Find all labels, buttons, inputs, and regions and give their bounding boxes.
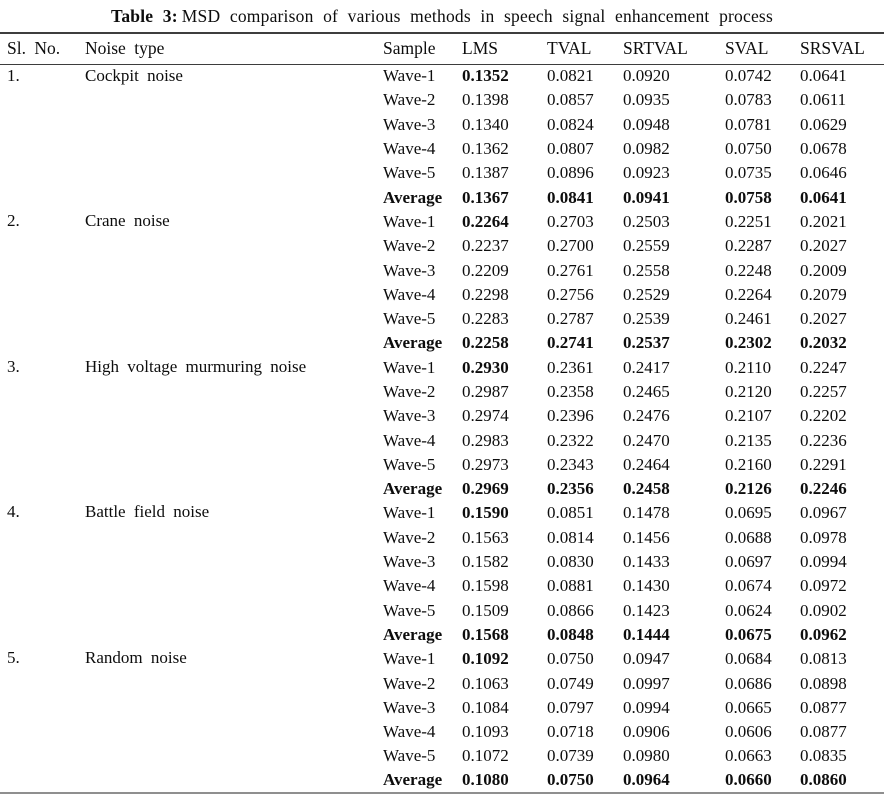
value-cell-srsval: 0.2009 bbox=[800, 260, 847, 280]
header-noise-type: Noise type bbox=[85, 38, 165, 59]
value-cell-srsval: 0.0972 bbox=[800, 576, 847, 596]
value-cell-srtval: 0.2503 bbox=[623, 211, 670, 231]
header-sample: Sample bbox=[383, 38, 436, 59]
value-cell-srtval: 0.0920 bbox=[623, 66, 670, 86]
value-cell-lms: 0.1063 bbox=[462, 673, 509, 693]
value-cell-lms: 0.1582 bbox=[462, 552, 509, 572]
value-cell-srsval: 0.0978 bbox=[800, 527, 847, 547]
table-row bbox=[0, 210, 884, 234]
sample-cell: Wave-3 bbox=[383, 552, 436, 572]
value-cell-srtval: 0.2537 bbox=[623, 333, 670, 353]
value-cell-sval: 0.2126 bbox=[725, 479, 772, 499]
value-cell-srtval: 0.0923 bbox=[623, 163, 670, 183]
noise-type-cell: Battle field noise bbox=[85, 502, 210, 522]
table-row bbox=[0, 647, 884, 671]
sample-cell: Wave-2 bbox=[383, 382, 436, 401]
value-cell-srsval: 0.0994 bbox=[800, 552, 847, 572]
value-cell-lms: 0.1598 bbox=[462, 576, 509, 596]
value-cell-srtval: 0.0964 bbox=[623, 770, 670, 790]
sample-cell: Wave-5 bbox=[383, 309, 436, 329]
sample-cell: Wave-4 bbox=[383, 722, 436, 742]
value-cell-srsval: 0.0835 bbox=[800, 746, 847, 766]
value-cell-srtval: 0.1456 bbox=[623, 527, 670, 547]
value-cell-srsval: 0.2027 bbox=[800, 309, 847, 329]
table-row bbox=[0, 356, 884, 380]
sample-cell: Average bbox=[383, 187, 443, 207]
value-cell-tval: 0.0807 bbox=[547, 139, 594, 159]
value-cell-tval: 0.0866 bbox=[547, 600, 594, 620]
value-cell-srtval: 0.2476 bbox=[623, 406, 670, 426]
value-cell-srtval: 0.1444 bbox=[623, 624, 670, 644]
sample-cell: Wave-4 bbox=[383, 430, 436, 450]
value-cell-tval: 0.2700 bbox=[547, 236, 594, 256]
table-header bbox=[0, 33, 884, 64]
value-cell-srsval: 0.0877 bbox=[800, 722, 847, 742]
table-caption bbox=[0, 0, 884, 32]
value-cell-sval: 0.2110 bbox=[725, 357, 772, 377]
sample-cell: Average bbox=[383, 770, 443, 790]
value-cell-lms: 0.2298 bbox=[462, 284, 509, 304]
value-cell-srtval: 0.2417 bbox=[623, 357, 670, 377]
value-cell-tval: 0.2787 bbox=[547, 309, 594, 329]
value-cell-srsval: 0.0646 bbox=[800, 163, 847, 183]
sample-cell: Wave-5 bbox=[383, 746, 436, 766]
value-cell-sval: 0.0742 bbox=[725, 66, 772, 86]
sample-cell: Wave-3 bbox=[383, 260, 436, 280]
value-cell-lms: 0.1398 bbox=[462, 90, 509, 110]
value-cell-tval: 0.2396 bbox=[547, 406, 594, 426]
header-row bbox=[0, 33, 884, 64]
value-cell-srsval: 0.0902 bbox=[800, 600, 847, 620]
value-cell-srsval: 0.0641 bbox=[800, 187, 847, 207]
value-cell-srtval: 0.2470 bbox=[623, 430, 670, 450]
value-cell-tval: 0.0718 bbox=[547, 722, 594, 742]
value-cell-srsval: 0.2236 bbox=[800, 430, 847, 450]
value-cell-sval: 0.0686 bbox=[725, 673, 772, 693]
value-cell-tval: 0.0814 bbox=[547, 527, 594, 547]
value-cell-srtval: 0.0980 bbox=[623, 746, 670, 766]
value-cell-lms: 0.1367 bbox=[462, 187, 509, 207]
value-cell-srsval: 0.2257 bbox=[800, 382, 847, 401]
value-cell-sval: 0.0684 bbox=[725, 649, 772, 669]
sample-cell: Wave-1 bbox=[383, 357, 436, 377]
value-cell-lms: 0.2258 bbox=[462, 333, 509, 353]
value-cell-srtval: 0.1423 bbox=[623, 600, 670, 620]
value-cell-srtval: 0.2529 bbox=[623, 284, 670, 304]
value-cell-sval: 0.2264 bbox=[725, 284, 772, 304]
sl-no-cell: 5. bbox=[7, 648, 20, 668]
value-cell-tval: 0.0750 bbox=[547, 770, 594, 790]
value-cell-sval: 0.0750 bbox=[725, 139, 772, 159]
table-row bbox=[0, 64, 884, 88]
value-cell-sval: 0.2135 bbox=[725, 430, 772, 450]
value-cell-srsval: 0.0629 bbox=[800, 114, 847, 134]
sample-cell: Wave-4 bbox=[383, 576, 436, 596]
value-cell-sval: 0.0697 bbox=[725, 552, 772, 572]
value-cell-sval: 0.0606 bbox=[725, 722, 772, 742]
value-cell-srsval: 0.2246 bbox=[800, 479, 847, 499]
header-srsval: SRSVAL bbox=[800, 38, 865, 59]
value-cell-srsval: 0.2079 bbox=[800, 284, 847, 304]
value-cell-lms: 0.1387 bbox=[462, 163, 509, 183]
value-cell-tval: 0.2322 bbox=[547, 430, 594, 450]
value-cell-tval: 0.0739 bbox=[547, 746, 594, 766]
value-cell-srtval: 0.0941 bbox=[623, 187, 670, 207]
value-cell-srtval: 0.0948 bbox=[623, 114, 670, 134]
value-cell-srtval: 0.0994 bbox=[623, 697, 670, 717]
noise-type-cell: Random noise bbox=[85, 648, 187, 668]
value-cell-lms: 0.2209 bbox=[462, 260, 509, 280]
value-cell-lms: 0.1092 bbox=[462, 649, 509, 669]
value-cell-tval: 0.0857 bbox=[547, 90, 594, 110]
value-cell-tval: 0.2356 bbox=[547, 479, 594, 499]
value-cell-sval: 0.0688 bbox=[725, 527, 772, 547]
value-cell-tval: 0.0848 bbox=[547, 624, 594, 644]
value-cell-sval: 0.2107 bbox=[725, 406, 772, 426]
value-cell-tval: 0.0797 bbox=[547, 697, 594, 717]
table-caption-label: Table 3: bbox=[111, 6, 178, 26]
sample-cell: Wave-4 bbox=[383, 139, 436, 159]
value-cell-tval: 0.0750 bbox=[547, 649, 594, 669]
sl-no-cell: 1. bbox=[7, 65, 20, 85]
value-cell-lms: 0.2930 bbox=[462, 357, 509, 377]
sample-cell: Wave-3 bbox=[383, 697, 436, 717]
noise-type-cell: Crane noise bbox=[85, 210, 170, 230]
value-cell-srsval: 0.2291 bbox=[800, 454, 847, 474]
value-cell-lms: 0.2264 bbox=[462, 211, 509, 231]
value-cell-srtval: 0.1430 bbox=[623, 576, 670, 596]
header-lms: LMS bbox=[462, 38, 498, 59]
sl-no-cell: 4. bbox=[7, 502, 20, 522]
value-cell-tval: 0.0881 bbox=[547, 576, 594, 596]
value-cell-srsval: 0.0877 bbox=[800, 697, 847, 717]
value-cell-tval: 0.2361 bbox=[547, 357, 594, 377]
msd-table bbox=[0, 32, 884, 794]
value-cell-srsval: 0.0860 bbox=[800, 770, 847, 790]
header-sl-no: Sl. No. bbox=[7, 38, 61, 59]
value-cell-tval: 0.0851 bbox=[547, 503, 594, 523]
value-cell-tval: 0.2343 bbox=[547, 454, 594, 474]
table-body bbox=[0, 64, 884, 793]
value-cell-lms: 0.1362 bbox=[462, 139, 509, 159]
value-cell-lms: 0.1072 bbox=[462, 746, 509, 766]
value-cell-tval: 0.2741 bbox=[547, 333, 594, 353]
value-cell-sval: 0.2287 bbox=[725, 236, 772, 256]
header-sval: SVAL bbox=[725, 38, 769, 59]
value-cell-lms: 0.1509 bbox=[462, 600, 509, 620]
value-cell-srtval: 0.1433 bbox=[623, 552, 670, 572]
noise-type-cell: Cockpit noise bbox=[85, 65, 183, 85]
value-cell-tval: 0.2756 bbox=[547, 284, 594, 304]
sample-cell: Wave-2 bbox=[383, 673, 436, 693]
value-cell-sval: 0.0695 bbox=[725, 503, 772, 523]
value-cell-lms: 0.2987 bbox=[462, 382, 509, 401]
value-cell-tval: 0.0830 bbox=[547, 552, 594, 572]
value-cell-lms: 0.1340 bbox=[462, 114, 509, 134]
value-cell-srtval: 0.0935 bbox=[623, 90, 670, 110]
value-cell-srsval: 0.0813 bbox=[800, 649, 847, 669]
value-cell-srsval: 0.2027 bbox=[800, 236, 847, 256]
sample-cell: Average bbox=[383, 479, 443, 499]
value-cell-sval: 0.0624 bbox=[725, 600, 772, 620]
value-cell-srtval: 0.0906 bbox=[623, 722, 670, 742]
value-cell-lms: 0.1590 bbox=[462, 503, 509, 523]
value-cell-sval: 0.2251 bbox=[725, 211, 772, 231]
sample-cell: Wave-1 bbox=[383, 503, 436, 523]
value-cell-lms: 0.1563 bbox=[462, 527, 509, 547]
value-cell-srsval: 0.0962 bbox=[800, 624, 847, 644]
value-cell-lms: 0.1568 bbox=[462, 624, 509, 644]
value-cell-sval: 0.0735 bbox=[725, 163, 772, 183]
sample-cell: Wave-1 bbox=[383, 649, 436, 669]
value-cell-srsval: 0.0678 bbox=[800, 139, 847, 159]
value-cell-srtval: 0.2465 bbox=[623, 382, 670, 401]
sample-cell: Wave-2 bbox=[383, 236, 436, 256]
value-cell-lms: 0.1084 bbox=[462, 697, 509, 717]
value-cell-tval: 0.0821 bbox=[547, 66, 594, 86]
value-cell-srsval: 0.0898 bbox=[800, 673, 847, 693]
value-cell-srtval: 0.0997 bbox=[623, 673, 670, 693]
header-srtval: SRTVAL bbox=[623, 38, 688, 59]
value-cell-sval: 0.0675 bbox=[725, 624, 772, 644]
sample-cell: Average bbox=[383, 624, 443, 644]
value-cell-sval: 0.2248 bbox=[725, 260, 772, 280]
value-cell-lms: 0.2283 bbox=[462, 309, 509, 329]
value-cell-tval: 0.2703 bbox=[547, 211, 594, 231]
sample-cell: Wave-5 bbox=[383, 163, 436, 183]
value-cell-srsval: 0.0967 bbox=[800, 503, 847, 523]
sample-cell: Wave-2 bbox=[383, 527, 436, 547]
value-cell-srsval: 0.0641 bbox=[800, 66, 847, 86]
value-cell-lms: 0.2969 bbox=[462, 479, 509, 499]
sl-no-cell: 2. bbox=[7, 210, 20, 230]
value-cell-srsval: 0.2247 bbox=[800, 357, 847, 377]
value-cell-srsval: 0.0611 bbox=[800, 90, 847, 110]
value-cell-sval: 0.0660 bbox=[725, 770, 772, 790]
value-cell-lms: 0.2983 bbox=[462, 430, 509, 450]
noise-type-cell: High voltage murmuring noise bbox=[85, 356, 307, 376]
value-cell-sval: 0.0758 bbox=[725, 187, 772, 207]
value-cell-sval: 0.0781 bbox=[725, 114, 772, 134]
value-cell-srsval: 0.2032 bbox=[800, 333, 847, 353]
sample-cell: Wave-3 bbox=[383, 406, 436, 426]
header-tval: TVAL bbox=[547, 38, 592, 59]
value-cell-lms: 0.1093 bbox=[462, 722, 509, 742]
value-cell-sval: 0.2160 bbox=[725, 454, 772, 474]
value-cell-srsval: 0.2202 bbox=[800, 406, 847, 426]
sample-cell: Wave-5 bbox=[383, 600, 436, 620]
value-cell-tval: 0.0841 bbox=[547, 187, 594, 207]
value-cell-lms: 0.2973 bbox=[462, 454, 509, 474]
value-cell-sval: 0.2120 bbox=[725, 382, 772, 401]
value-cell-tval: 0.0824 bbox=[547, 114, 594, 134]
sample-cell: Wave-1 bbox=[383, 66, 436, 86]
value-cell-srtval: 0.0982 bbox=[623, 139, 670, 159]
value-cell-srtval: 0.0947 bbox=[623, 649, 670, 669]
value-cell-sval: 0.0674 bbox=[725, 576, 772, 596]
value-cell-srtval: 0.2464 bbox=[623, 454, 670, 474]
value-cell-tval: 0.2761 bbox=[547, 260, 594, 280]
sample-cell: Wave-2 bbox=[383, 90, 436, 110]
value-cell-srtval: 0.2458 bbox=[623, 479, 670, 499]
sample-cell: Average bbox=[383, 333, 443, 353]
value-cell-lms: 0.1352 bbox=[462, 66, 509, 86]
value-cell-srtval: 0.2539 bbox=[623, 309, 670, 329]
table-caption-text: MSD comparison of various methods in speech signal enhancement process bbox=[181, 6, 773, 26]
table-row bbox=[0, 501, 884, 525]
sample-cell: Wave-3 bbox=[383, 114, 436, 134]
sl-no-cell: 3. bbox=[7, 356, 20, 376]
value-cell-lms: 0.1080 bbox=[462, 770, 509, 790]
value-cell-lms: 0.2974 bbox=[462, 406, 509, 426]
value-cell-tval: 0.0749 bbox=[547, 673, 594, 693]
value-cell-srtval: 0.2558 bbox=[623, 260, 670, 280]
value-cell-tval: 0.0896 bbox=[547, 163, 594, 183]
sample-cell: Wave-1 bbox=[383, 211, 436, 231]
sample-cell: Wave-5 bbox=[383, 454, 436, 474]
value-cell-srsval: 0.2021 bbox=[800, 211, 847, 231]
value-cell-sval: 0.0665 bbox=[725, 697, 772, 717]
value-cell-lms: 0.2237 bbox=[462, 236, 509, 256]
value-cell-tval: 0.2358 bbox=[547, 382, 594, 401]
value-cell-sval: 0.0783 bbox=[725, 90, 772, 110]
value-cell-sval: 0.2461 bbox=[725, 309, 772, 329]
value-cell-srtval: 0.1478 bbox=[623, 503, 670, 523]
value-cell-sval: 0.0663 bbox=[725, 746, 772, 766]
value-cell-sval: 0.2302 bbox=[725, 333, 772, 353]
sample-cell: Wave-4 bbox=[383, 284, 436, 304]
value-cell-srtval: 0.2559 bbox=[623, 236, 670, 256]
